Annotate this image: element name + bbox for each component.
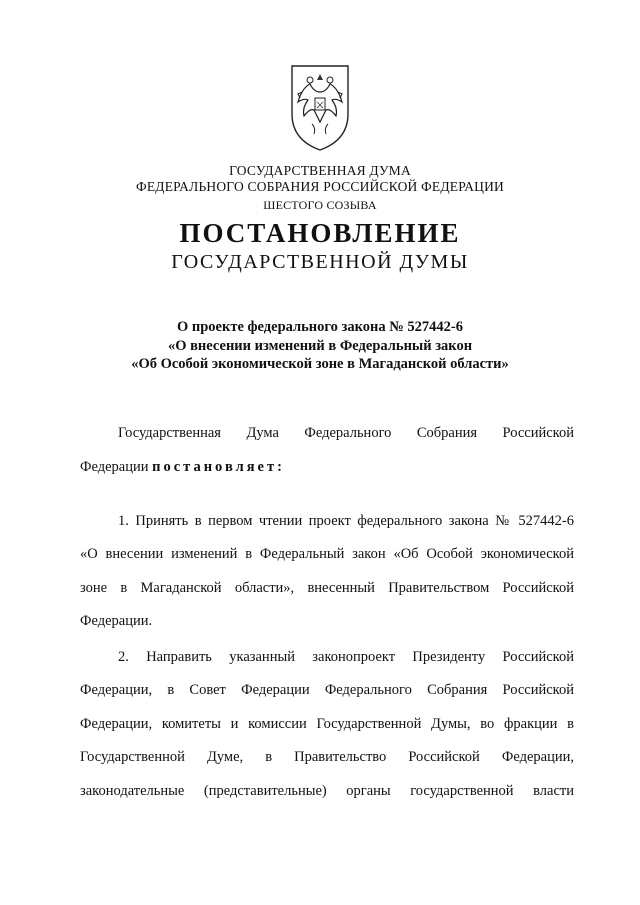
header-line-1: ГОСУДАРСТВЕННАЯ ДУМА [229, 163, 411, 178]
preamble-verb: постановляет: [152, 459, 285, 475]
clause2-line-3: Федерации, комитеты и комиссии Государственной Думы, во фракции в [80, 716, 574, 732]
clause1-line-4: Федерации. [80, 613, 153, 629]
document-subtitle: ГОСУДАРСТВЕННОЙ ДУМЫ [171, 251, 469, 273]
subject-line-3: «Об Особой экономической зоне в Магаданской области» [131, 356, 509, 372]
header-line-3: ШЕСТОГО СОЗЫВА [263, 198, 377, 212]
clause1-line-2: «О внесении изменений в Федеральный закон «Об Особой экономической [80, 546, 574, 562]
preamble-line-1: Государственная Дума Федерального Собрания Российской [118, 425, 574, 441]
clause1-line-3: зоне в Магаданской области», внесенный Правительством Российской [80, 580, 574, 596]
clause2-line-4: Государственной Думе, в Правительство Российской Федерации, [80, 749, 574, 765]
clause2-line-2: Федерации, в Совет Федерации Федерального Собрания Российской [80, 682, 574, 698]
clause1-line-1: 1. Принять в первом чтении проект федерального закона № 527442-6 [118, 513, 574, 529]
clause2-line-1: 2. Направить указанный законопроект Президенту Российской [118, 649, 574, 665]
coat-of-arms-icon [288, 62, 352, 152]
subject-line-2: «О внесении изменений в Федеральный закон [167, 338, 473, 354]
header-line-2: ФЕДЕРАЛЬНОГО СОБРАНИЯ РОССИЙСКОЙ ФЕДЕРАЦИИ [136, 179, 504, 194]
preamble-start: Федерации [80, 459, 149, 475]
clause2-line-5: законодательные (представительные) органы государственной власти [80, 783, 574, 799]
subject-line-1: О проекте федерального закона № 527442-6 [176, 319, 464, 335]
preamble-line-2 [80, 458, 574, 476]
document-title: ПОСТАНОВЛЕНИЕ [179, 218, 461, 248]
